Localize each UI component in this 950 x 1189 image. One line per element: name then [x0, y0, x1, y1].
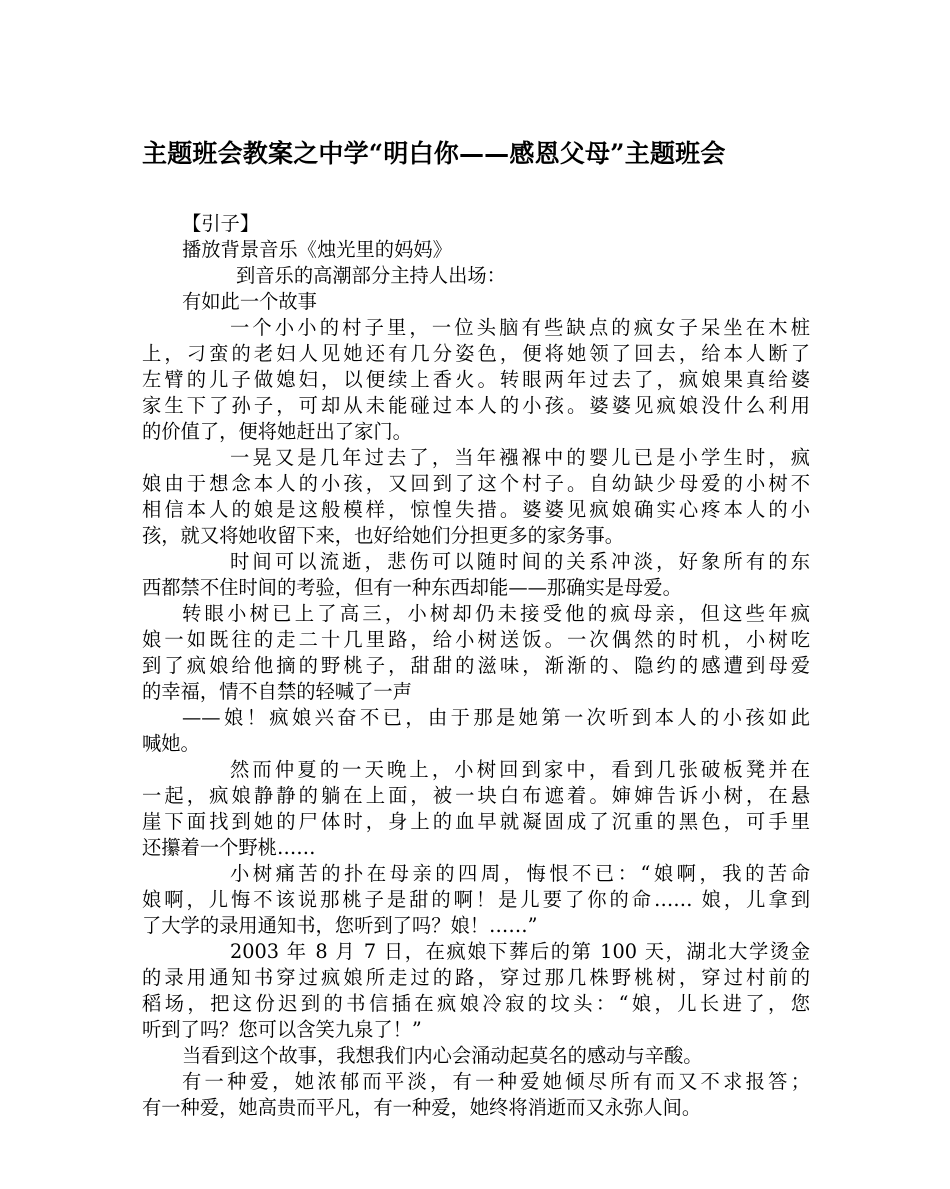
paragraph	[142, 705, 810, 757]
text-line: 转眼小树已上了高三，小树却仍未接受他的疯母亲，但这些年疯	[182, 602, 810, 625]
paragraph	[142, 601, 810, 705]
text-line: 西都禁不住时间的考验，但有一种东西却能——那确实是母爱。	[142, 576, 682, 599]
text-line: 2003 年 8 月 7 日，在疯娘下葬后的第 100 天，湖北大学烫金	[230, 940, 810, 963]
text-line: 一晃又是几年过去了，当年襁褓中的婴儿已是小学生时，疯	[230, 446, 810, 469]
paragraph	[142, 211, 810, 237]
text-line: 【引子】	[182, 212, 260, 235]
document-title: 主题班会教案之中学“明白你——感恩父母”主题班会	[142, 139, 726, 168]
text-line: 相信本人的娘是这般模样，惊惶失措。婆婆见疯娘确实心疼本人的小	[142, 498, 810, 521]
text-line: 上，刁蛮的老妇人见她还有几分姿色，便将她领了回去，给本人断了	[142, 342, 810, 365]
text-line: 有如此一个故事	[182, 290, 317, 313]
text-line: 到音乐的高潮部分主持人出场：	[236, 264, 506, 287]
paragraph	[142, 445, 810, 549]
text-line: 听到了吗？您可以含笑九泉了！”	[142, 1018, 422, 1041]
text-line: ——娘！疯娘兴奋不已，由于那是她第一次听到本人的小孩如此	[182, 706, 810, 729]
document-body	[142, 211, 810, 1121]
text-line: 一起，疯娘静静的躺在上面，被一块白布遮着。婶婶告诉小树，在悬	[142, 784, 810, 807]
text-line: 左臂的儿子做媳妇，以便续上香火。转眼两年过去了，疯娘果真给婆	[142, 368, 810, 391]
text-line: 娘一如既往的走二十几里路，给小树送饭。一次偶然的时机，小树吃	[142, 628, 810, 651]
text-line: 了大学的录用通知书，您听到了吗？娘！……”	[142, 914, 538, 937]
text-line: 娘由于想念本人的小孩，又回到了这个村子。自幼缺少母爱的小树不	[142, 472, 810, 495]
paragraph	[142, 939, 810, 1043]
text-line: 娘啊，儿悔不该说那桃子是甜的啊！是儿要了你的命…… 娘，儿拿到	[142, 888, 810, 911]
text-line: 喊她。	[142, 732, 200, 755]
text-line: 到了疯娘给他摘的野桃子，甜甜的滋味，渐渐的、隐约的感遭到母爱	[142, 654, 810, 677]
paragraph	[142, 549, 810, 601]
paragraph	[142, 861, 810, 939]
text-line: 崖下面找到她的尸体时，身上的血早就凝固成了沉重的黑色，可手里	[142, 810, 810, 833]
text-line: 播放背景音乐《烛光里的妈妈》	[182, 238, 452, 261]
text-line: 有一种爱，她高贵而平凡，有一种爱，她终将消逝而又永弥人间。	[142, 1096, 702, 1119]
text-line: 的价值了，便将她赶出了家门。	[142, 420, 412, 443]
text-line: 当看到这个故事，我想我们内心会涌动起莫名的感动与辛酸。	[182, 1044, 703, 1067]
paragraph	[142, 289, 810, 315]
text-line: 还攥着一个野桃……	[142, 836, 316, 859]
paragraph	[142, 237, 810, 263]
text-line: 时间可以流逝，悲伤可以随时间的关系冲淡，好象所有的东	[230, 550, 810, 573]
paragraph	[142, 263, 810, 289]
paragraph	[142, 1043, 810, 1069]
paragraph	[142, 315, 810, 445]
text-line: 一个小小的村子里，一位头脑有些缺点的疯女子呆坐在木桩	[230, 316, 810, 339]
text-line: 小树痛苦的扑在母亲的四周，悔恨不已：“娘啊，我的苦命	[230, 862, 810, 885]
text-line: 的录用通知书穿过疯娘所走过的路，穿过那几株野桃树，穿过村前的	[142, 966, 810, 989]
paragraph	[142, 757, 810, 861]
text-line: 有一种爱，她浓郁而平淡，有一种爱她倾尽所有而又不求报答；	[182, 1070, 810, 1093]
text-line: 家生下了孙子，可却从未能碰过本人的小孩。婆婆见疯娘没什么利用	[142, 394, 810, 417]
paragraph	[142, 1069, 810, 1121]
text-line: 孩，就又将她收留下来，也好给她们分担更多的家务事。	[142, 524, 625, 547]
text-line: 的幸福，情不自禁的轻喊了一声	[142, 680, 412, 703]
text-line: 然而仲夏的一天晚上，小树回到家中，看到几张破板凳并在	[230, 758, 810, 781]
text-line: 稻场，把这份迟到的书信插在疯娘冷寂的坟头：“娘，儿长进了，您	[142, 992, 810, 1015]
